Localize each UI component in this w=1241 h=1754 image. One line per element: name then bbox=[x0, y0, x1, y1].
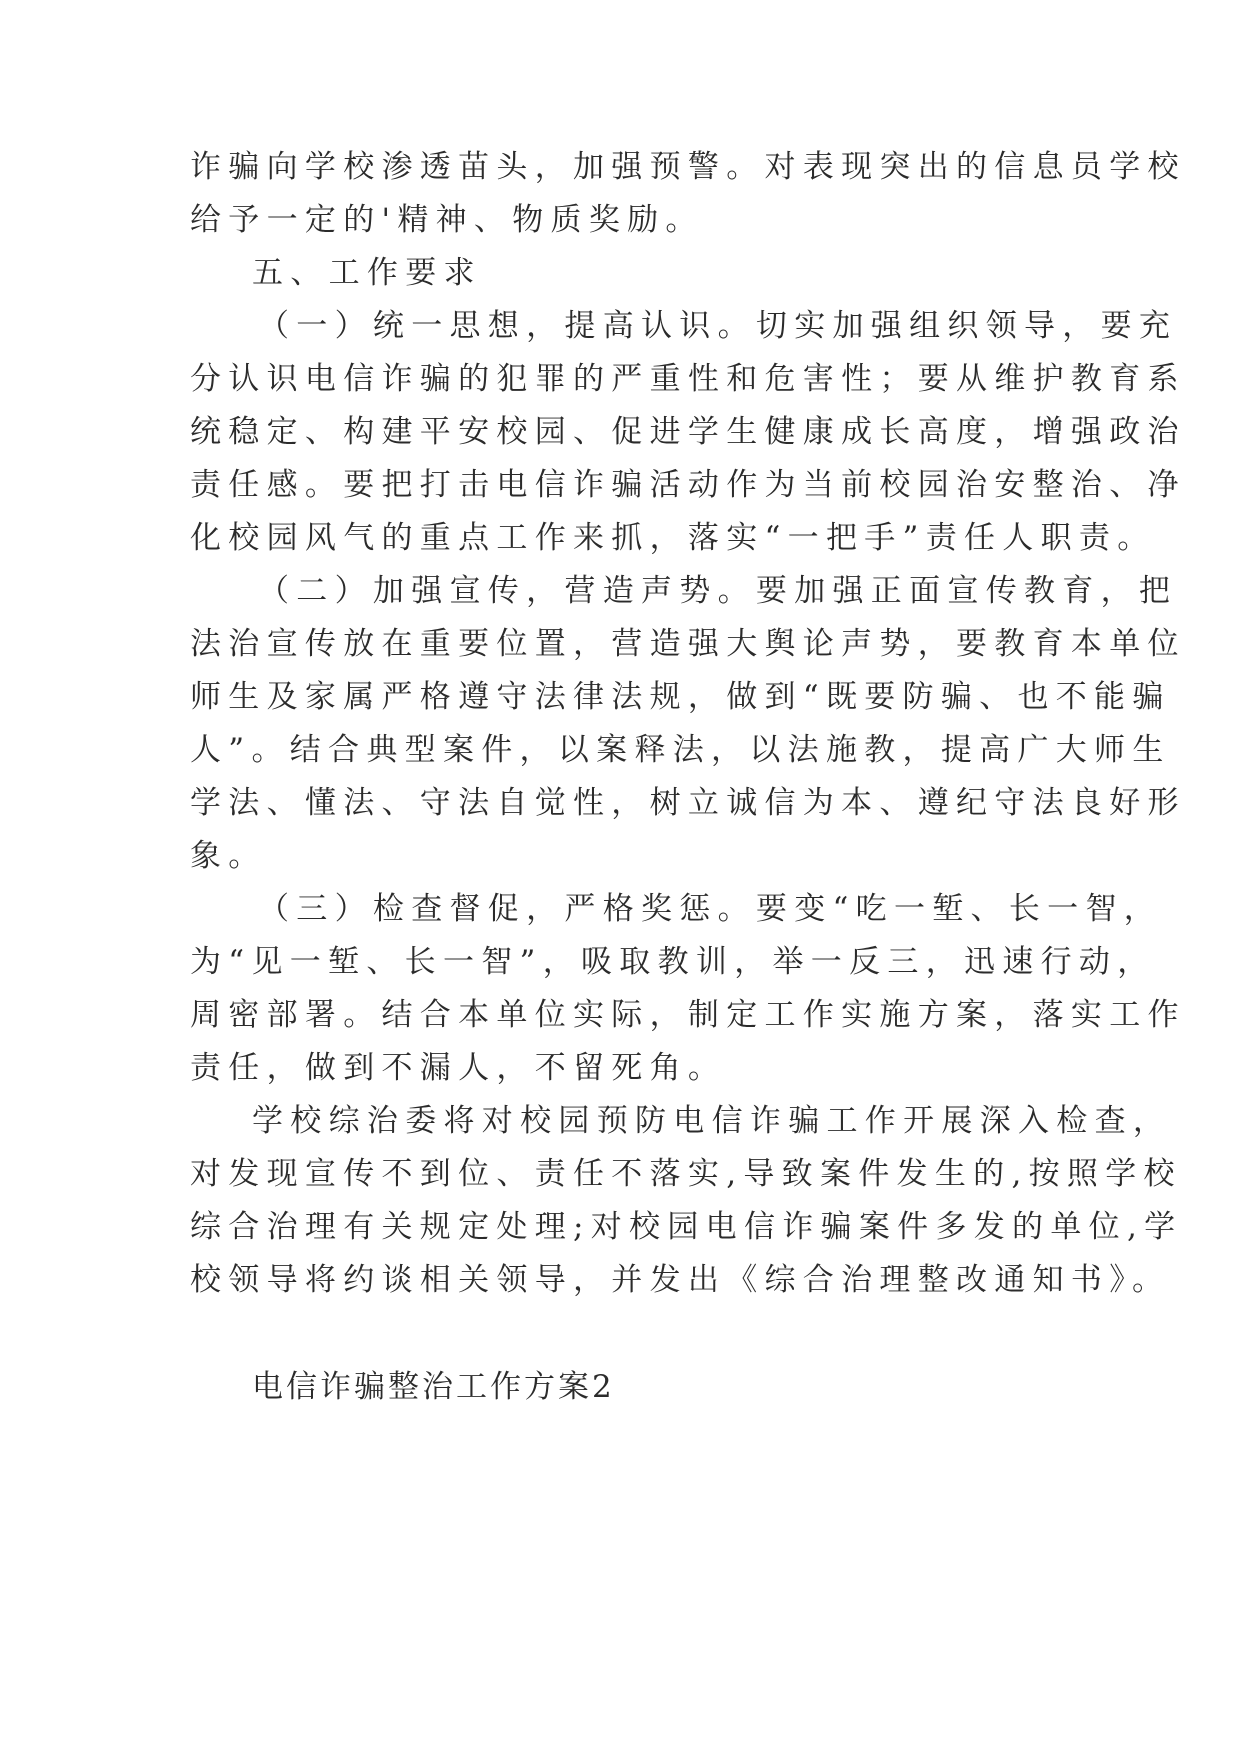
paragraph-line: 师生及家属严格遵守法律法规，做到“既要防骗、也不能骗 bbox=[190, 679, 1171, 715]
paragraph-line: 分认识电信诈骗的犯罪的严重性和危害性；要从维护教育系 bbox=[190, 361, 1186, 397]
paragraph-line: 诈骗向学校渗透苗头，加强预警。对表现突出的信息员学校 bbox=[190, 149, 1186, 185]
paragraph-line: （三）检查督促，严格奖惩。要变“吃一堑、长一智， bbox=[258, 891, 1163, 927]
paragraph-line: 为“见一堑、长一智”，吸取教训，举一反三，迅速行动， bbox=[190, 944, 1156, 980]
paragraph-line: 化校园风气的重点工作来抓，落实“一把手”责任人职责。 bbox=[190, 520, 1156, 556]
paragraph-line: 学校综治委将对校园预防电信诈骗工作开展深入检查， bbox=[252, 1103, 1172, 1139]
paragraph-line: 责任感。要把打击电信诈骗活动作为当前校园治安整治、净 bbox=[190, 467, 1186, 503]
paragraph-line: （一）统一思想，提高认识。切实加强组织领导，要充 bbox=[258, 308, 1178, 344]
paragraph-line: 象。 bbox=[190, 838, 267, 874]
paragraph-line: 综合治理有关规定处理;对校园电信诈骗案件多发的单位,学 bbox=[190, 1209, 1183, 1245]
paragraph-line: 给予一定的'精神、物质奖励。 bbox=[190, 202, 704, 238]
paragraph-line: 周密部署。结合本单位实际，制定工作实施方案，落实工作 bbox=[190, 997, 1186, 1033]
paragraph-line: 统稳定、构建平安校园、促进学生健康成长高度，增强政治 bbox=[190, 414, 1186, 450]
paragraph-line: 法治宣传放在重要位置，营造强大舆论声势，要教育本单位 bbox=[190, 626, 1186, 662]
section-heading: 五、工作要求 bbox=[252, 255, 482, 291]
paragraph-line: 责任，做到不漏人，不留死角。 bbox=[190, 1050, 727, 1086]
paragraph-line: 人”。结合典型案件，以案释法，以法施教，提高广大师生 bbox=[190, 732, 1171, 768]
document-title: 电信诈骗整治工作方案2 bbox=[252, 1369, 615, 1405]
paragraph-line: （二）加强宣传，营造声势。要加强正面宣传教育，把 bbox=[258, 573, 1178, 609]
paragraph-line: 校领导将约谈相关领导，并发出《综合治理整改通知书》。 bbox=[190, 1262, 1171, 1298]
paragraph-line: 对发现宣传不到位、责任不落实,导致案件发生的,按照学校 bbox=[190, 1156, 1182, 1192]
paragraph-line: 学法、懂法、守法自觉性，树立诚信为本、遵纪守法良好形 bbox=[190, 785, 1186, 821]
